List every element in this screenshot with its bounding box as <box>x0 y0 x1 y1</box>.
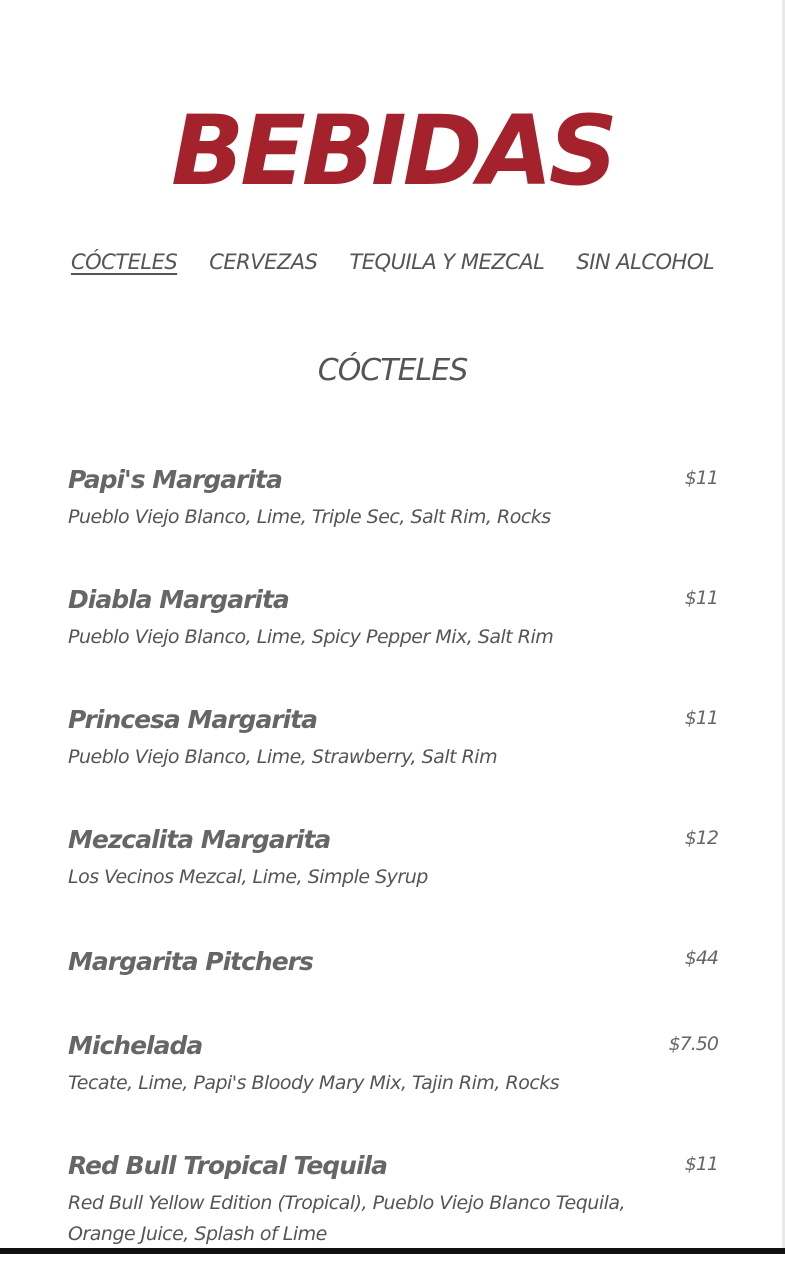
menu-item <box>68 582 718 702</box>
menu-item-price: $11 <box>684 707 718 729</box>
menu-item-name: Red Bull Tropical Tequila <box>68 1151 387 1180</box>
menu-item-price: $11 <box>684 467 718 489</box>
menu-item-description: Pueblo Viejo Blanco, Lime, Spicy Pepper Mix, Salt Rim <box>68 626 554 648</box>
menu-item-price: $44 <box>684 947 718 969</box>
menu-item-price: $11 <box>684 587 718 609</box>
menu-item <box>68 1028 718 1148</box>
menu-item-name: Papi's Margarita <box>68 465 282 494</box>
menu-item <box>68 462 718 582</box>
menu-item-description: Tecate, Lime, Papi's Bloody Mary Mix, Tajin Rim, Rocks <box>68 1072 560 1094</box>
menu-list <box>68 462 718 1268</box>
page-title: BEBIDAS <box>171 95 614 207</box>
menu-item-name: Michelada <box>68 1031 203 1060</box>
menu-item-name: Margarita Pitchers <box>68 947 313 976</box>
menu-item-name: Princesa Margarita <box>68 705 318 734</box>
nav-tab-tequila-y-mezcal[interactable]: TEQUILA Y MEZCAL <box>349 250 545 274</box>
menu-item-price: $7.50 <box>668 1033 718 1055</box>
menu-item-price: $11 <box>684 1153 718 1175</box>
menu-item <box>68 942 718 1028</box>
nav-tab-sin-alcohol[interactable]: SIN ALCOHOL <box>576 250 715 274</box>
menu-item <box>68 822 718 942</box>
menu-item-description: Los Vecinos Mezcal, Lime, Simple Syrup <box>68 866 428 888</box>
menu-item-name: Diabla Margarita <box>68 585 289 614</box>
nav-tab-cocteles[interactable]: CÓCTELES <box>70 250 178 274</box>
category-nav <box>0 250 785 274</box>
menu-item-name: Mezcalita Margarita <box>68 825 331 854</box>
menu-item-description: Pueblo Viejo Blanco, Lime, Triple Sec, Salt Rim, Rocks <box>68 506 551 528</box>
bottom-border <box>0 1248 785 1254</box>
menu-item <box>68 702 718 822</box>
menu-item-price: $12 <box>684 827 718 849</box>
section-heading: CÓCTELES <box>317 353 468 388</box>
menu-item-description: Pueblo Viejo Blanco, Lime, Strawberry, Salt Rim <box>68 746 498 768</box>
menu-item-description: Red Bull Yellow Edition (Tropical), Pueblo Viejo Blanco Tequila, Orange Juice, Splash of Lime <box>68 1192 626 1245</box>
nav-tab-cervezas[interactable]: CERVEZAS <box>209 250 318 274</box>
